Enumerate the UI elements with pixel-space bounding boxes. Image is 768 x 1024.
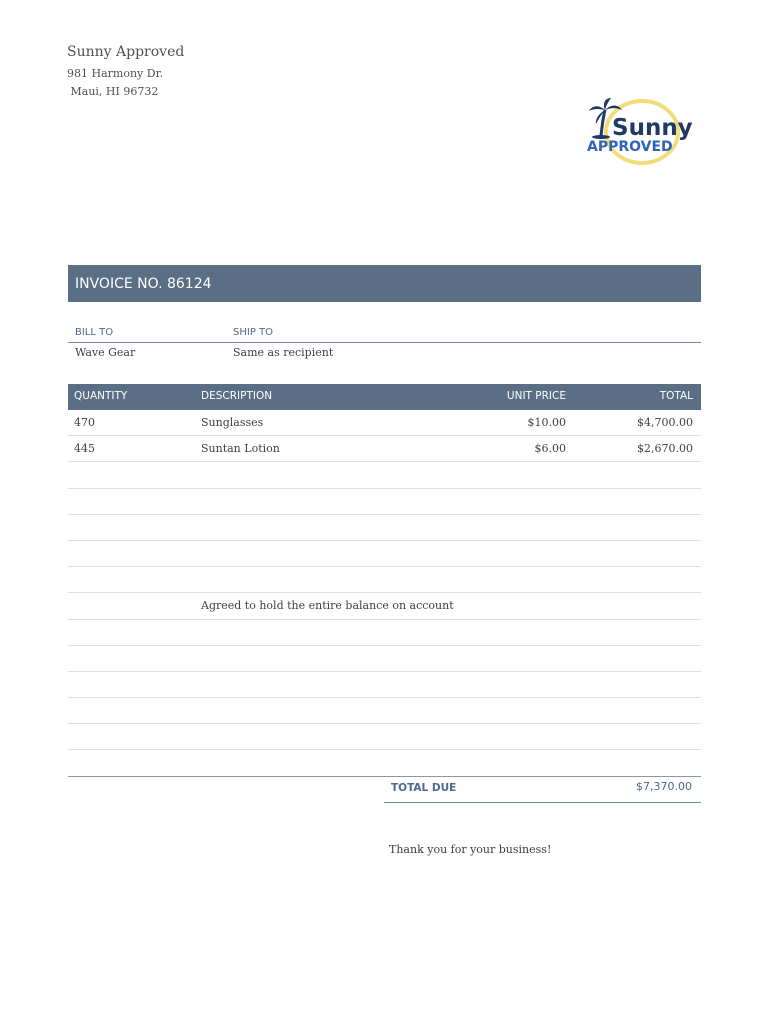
table-row [68, 672, 701, 698]
billing-divider [68, 342, 701, 343]
header-total: TOTAL [659, 390, 693, 402]
row-quantity: 445 [74, 442, 95, 456]
table-row [68, 515, 701, 541]
ship-to-value: Same as recipient [233, 346, 334, 359]
header-unit-price: UNIT PRICE [506, 390, 566, 402]
total-top-divider [68, 776, 701, 777]
row-description: Sunglasses [201, 416, 264, 429]
bill-to-label: BILL TO [75, 327, 114, 338]
items-table-body [68, 410, 701, 777]
table-row [68, 410, 701, 436]
row-unit-price: $10.00 [527, 416, 566, 429]
row-description: Suntan Lotion [201, 442, 280, 456]
company-logo [584, 96, 704, 168]
items-table-header [68, 384, 701, 410]
row-unit-price: $6.00 [534, 442, 566, 456]
bill-to-value: Wave Gear [75, 346, 136, 359]
table-row [68, 698, 701, 724]
ship-to-label: SHIP TO [233, 327, 274, 338]
table-row [68, 462, 701, 488]
invoice-title: INVOICE NO. 86124 [75, 275, 212, 292]
total-due-label: TOTAL DUE [391, 782, 457, 794]
table-row [68, 593, 701, 619]
invoice-title-bar [68, 265, 701, 302]
thank-you-note: Thank you for your business! [389, 843, 552, 856]
table-row [68, 567, 701, 593]
company-address-line1: 981 Harmony Dr. [67, 67, 164, 80]
total-due-value: $7,370.00 [636, 780, 692, 793]
header-description: DESCRIPTION [201, 390, 273, 402]
table-row [68, 489, 701, 515]
table-row [68, 750, 701, 776]
table-row [68, 646, 701, 672]
company-address-line2: Maui, HI 96732 [67, 85, 159, 98]
row-description: Agreed to hold the entire balance on account [201, 599, 454, 613]
header-quantity: QUANTITY [74, 390, 128, 402]
row-quantity: 470 [74, 416, 95, 429]
table-row [68, 541, 701, 567]
row-total: $4,700.00 [637, 416, 693, 429]
table-row [68, 620, 701, 646]
company-name: Sunny Approved [67, 44, 185, 60]
table-row [68, 724, 701, 750]
table-row [68, 436, 701, 462]
logo-approved-text: APPROVED [587, 139, 673, 155]
logo-sunny-text: Sunny [612, 115, 693, 141]
row-total: $2,670.00 [637, 442, 693, 456]
total-bottom-divider [384, 802, 701, 803]
